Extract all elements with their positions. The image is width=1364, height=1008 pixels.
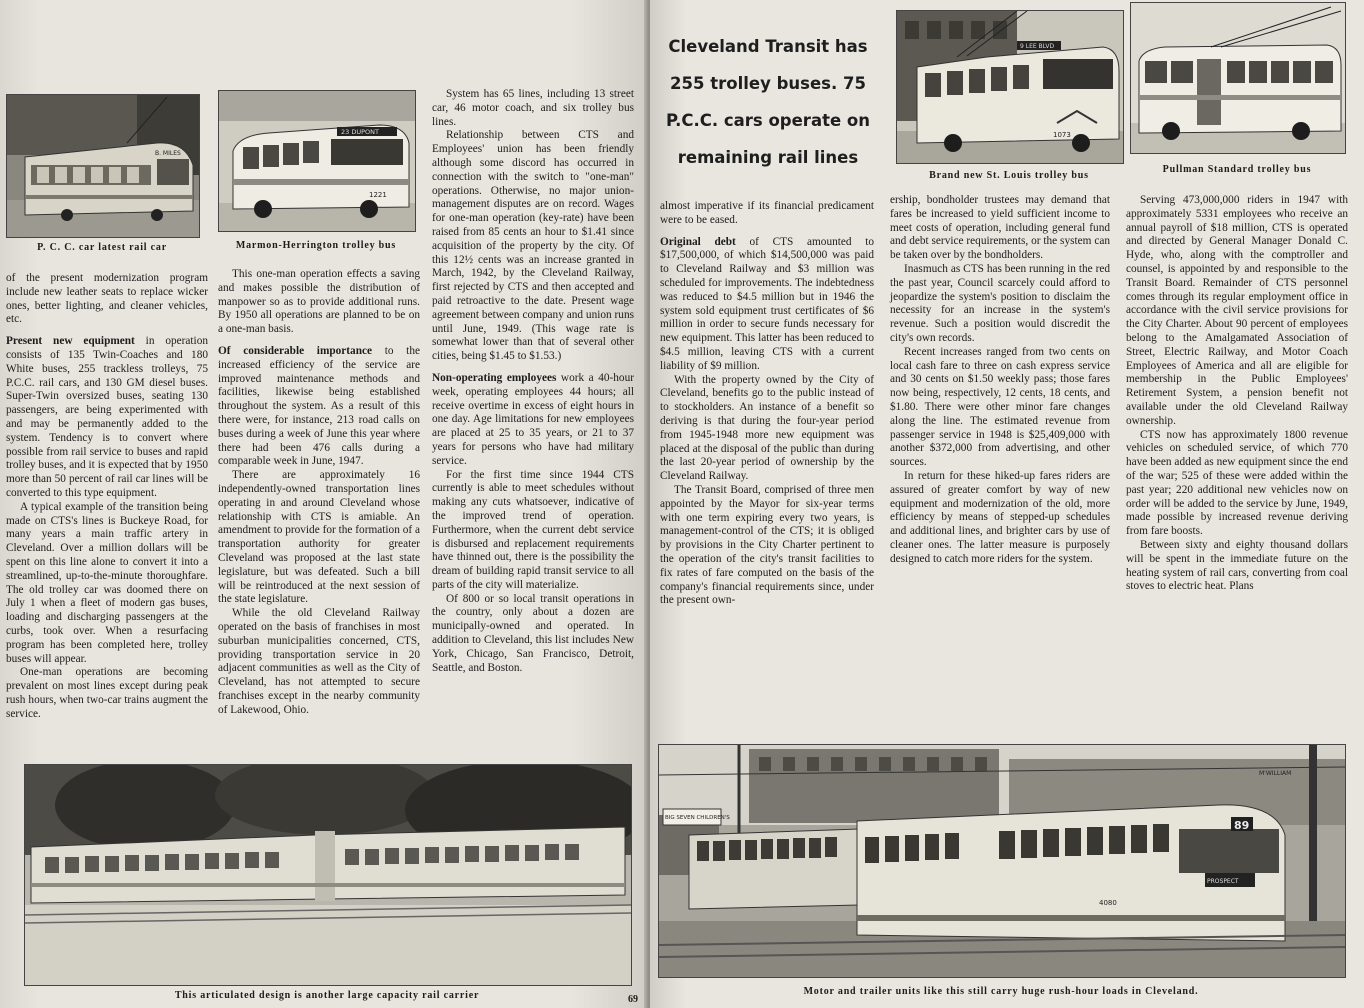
text-column-6 (1126, 194, 1348, 594)
motor-trailer-photo (658, 744, 1346, 978)
stlouis-number: 1073 (1053, 131, 1071, 139)
motor-route-number: 89 (1234, 819, 1250, 832)
motor-destination: PROSPECT (1207, 878, 1239, 885)
page-number: 69 (628, 994, 638, 1005)
col1-para-1: of the present modernization program include new leather seats to replace wicker ones, better lighting, and cleaner vehicles, etc. (6, 272, 208, 326)
building-sign: M'WILLIAM (1259, 770, 1292, 777)
col3-para-5: Of 800 or so local transit operations in the country, only about a dozen are municipally-owned and operated. In addition to Cleveland, this list includes New York, Chicago, San Francisco, Detroit, Seattle, and Boston. (432, 592, 634, 674)
col3-para-2: Relationship between CTS and Employees' union has been friendly although some discord has occurred in connection with the switch to "one-man" operations. Otherwise, no major union-management disputes are on record. Wages for one-man operation (key-rate) have been raised from 85 cents an hour to $1.41 since acquisition of the property by the city. Of this 12½ cents was an increase granted in March, 1942, by the Cleveland Railway, first rejected by CTS and then accepted and paid retroactive to the date. Present wage agreement between company and union runs until June, 1949. (This wage rate is somewhat lower than that of several other cities, being $1.45 to $1.53.) (432, 129, 634, 363)
col6-para-1: Serving 473,000,000 riders in 1947 with approximately 5331 employees who receive an annual payroll of $18 million, CTS is operated and directed by General Manager Donald C. Hyde, who, along with the comptroller and counsel, is appointed by and responsible to the Transit Board. Remainder of CTS personnel comes through its regular employment office in accordance with the civil service provisions for the City Charter. About 90 percent of employees belong to the Amalgamated Association of Street, Electric Railway, and Motor Coach Employees of America and all are eligible for membership in the Public Employees' Retirement System, a pension benefit not available under the old Cleveland Railway ownership. (1126, 194, 1348, 427)
col4-para-1: almost imperative if its financial predicament were to be eased. (660, 200, 874, 226)
headline (660, 28, 876, 176)
col1-lead-2: Present new equipment (6, 335, 135, 348)
left-page (0, 0, 648, 1008)
col5-para-1: ership, bondholder trustees may demand that fares be increased to yield sufficient income to meet costs of operation, including general fund and debt service requirements, or the system can be taken over by the bondholders. (890, 194, 1110, 262)
headline-line-3: P.C.C. cars operate on (666, 111, 870, 130)
marmon-caption: Marmon-Herrington trolley bus (235, 240, 397, 251)
col4-lead-2: Original debt (660, 235, 736, 248)
col3-para-3: work a 40-hour week, operating employees 44 hours; all receive overtime in excess of eight hours in one day. Age limitations for new employees are placed at 25 to 35 years, or 21 to 37 years for persons who have had military service. (432, 371, 634, 467)
articulated-car-photo (24, 764, 632, 986)
pullman-caption: Pullman Standard trolley bus (1162, 164, 1312, 175)
marmon-number: 1221 (369, 191, 387, 199)
col4-para-3: With the property owned by the City of Cleveland, benefits go to the public instead of to stockholders. An instance of a benefit so deriving is that during the four-year period from 1945-1948 more new equipment was placed at the disposal of the public than during the last 20-year period of ownership by the Cleveland Railway. (660, 373, 874, 483)
col5-para-2: Inasmuch as CTS has been running in the red the past year, Council scarcely could afford to jeopardize the system's position to disclaim the necessity for an increase in the system's revenue. Such a position would discredit the city's own records. (890, 262, 1110, 344)
col2-para-2: to the increased efficiency of the service are improved maintenance methods and facilities, likewise being established throughout the system. As a result of this there were, for instance, 213 road calls on buses during a week of June this year where there had been 476 calls during a comparable week in June, 1947. (218, 344, 420, 468)
col3-para-1: System has 65 lines, including 13 street car, 46 motor coach, and six trolley bus lines. (432, 88, 634, 128)
col4-para-4: The Transit Board, comprised of three men appointed by the Mayor for six-year terms with one term expiring every two years, is management-control of the CTS; it is obliged by provisions in the City Charter pertinent to the operation of the city's transit facilities to fix rates of fare computed on the basis of the company's financial requirements since, under the present own- (660, 483, 874, 607)
pcc-caption: P. C. C. car latest rail car (37, 242, 167, 253)
col3-para-4: For the first time since 1944 CTS currently is able to meet schedules without making any cuts whatsoever, indicative of the improved trend of operation. Furthermore, when the current debt service is disbursed and replacement requirements have thinned out, there is the possibility the dream of building rapid transit service to all parts of the city will materialize. (432, 468, 634, 591)
text-column-5 (890, 194, 1110, 567)
col2-para-1: This one-man operation effects a saving and makes possible the distribution of manpower so as to provide additional runs. By 1950 all operations are planned to be on a one-man basis. (218, 268, 420, 336)
headline-line-4: remaining rail lines (677, 148, 859, 167)
col2-para-3: There are approximately 16 independently-owned transportation lines operating in and around Cleveland whose relationship with CTS is amiable. An amendment to provide for the formation of a transportation authority for greater Cleveland was proposed at the last state legislature, but was defeated. Such a bill will be reintroduced at the next session of the state legislature. (218, 469, 420, 606)
col6-para-3: Between sixty and eighty thousand dollars will be spent in the immediate future on the heating system of rail cars, converting from coal stoves to electric heat. Plans (1126, 538, 1348, 593)
text-column-3 (432, 88, 634, 675)
motor-car-number: 4080 (1099, 899, 1117, 907)
articulated-caption: This articulated design is another large capacity rail carrier (174, 990, 480, 1001)
text-column-1 (6, 272, 208, 722)
stlouis-caption: Brand new St. Louis trolley bus (929, 170, 1089, 181)
stlouis-sign: 9 LEE BLVD (1020, 43, 1055, 50)
marmon-sign: 23 DUPONT (341, 128, 379, 136)
col3-lead-3: Non-operating employees (432, 371, 557, 384)
col1-para-2: in operation consists of 135 Twin-Coaches and 180 White buses, 255 trackless trolleys, 75 P.C.C. rail cars, and 130 GM diesel buses. Super-Twin oversized buses, seating 130 passengers, are being experimented with and may be permanently added to the system. Tendency is to convert where possible from rail service to buses and rapid trolley buses, and it is expected that by 1950 more than 50 percent of rail car lines will be converted to this type equipment. (6, 335, 208, 499)
col1-para-4: One-man operations are becoming prevalent on most lines except during peak rush hours, when two-car trains augment the service. (6, 666, 208, 720)
headline-line-1: Cleveland Transit has (668, 37, 868, 56)
pcc-sign: B. MILES (155, 150, 181, 157)
col6-para-2: CTS now has approximately 1800 revenue vehicles on scheduled service, of which 770 have been added as new equipment since the end of the war; 525 of these were added within the past year; 220 additional new vehicles now on order will be added to the service by June, 1949, made possible by increased revenue deriving from fare boosts. (1126, 428, 1348, 538)
col1-para-3: A typical example of the transition being made on CTS's lines is Buckeye Road, for many years a main traffic artery in Cleveland. Over a million dollars will be spent on this line alone to convert it into a streamlined, up-to-the-minute thoroughfare. The old trolley car was doomed there on July 1 when a fleet of modern gas buses, loading and discharging passengers at the curbs, took over. When a resurfacing program has been completed here, trolley buses will appear. (6, 500, 208, 665)
headline-line-2: 255 trolley buses. 75 (670, 74, 866, 93)
motor-trailer-caption: Motor and trailer units like this still carry huge rush-hour loads in Cleveland. (803, 986, 1199, 997)
pullman-trolley-photo (1130, 2, 1346, 154)
billboard-text: BIG SEVEN CHILDREN'S (665, 815, 730, 821)
text-column-2 (218, 268, 420, 718)
col2-lead-2: Of considerable importance (218, 344, 373, 357)
col5-para-4: In return for these hiked-up fares riders are assured of greater comfort by way of new equipment and modernization of the old, more efficiency by means of stepped-up schedules and additional lines, and brighter cars by use of cleaner ones. The latter measure is purposely designed to catch more riders for the system. (890, 469, 1110, 565)
text-column-4 (660, 200, 874, 608)
col5-para-3: Recent increases ranged from two cents on local cash fare to three on cash express service and 30 cents on $1.50 weekly pass; those fares now being, respectively, 12 cents, 18 cents, and $1.80. There were other minor fare changes along the line. The estimated revenue from passenger service in 1948 is $25,409,000 with another $372,000 from advertising, and other sources. (890, 345, 1110, 469)
pcc-car-photo (6, 94, 200, 238)
stlouis-trolley-photo (896, 10, 1124, 164)
col4-para-2: of CTS amounted to $17,500,000, of which $14,500,000 was paid to Cleveland Railway and $3 million was scheduled for improvements. The indebtedness was reduced to $4.5 million but in 1946 the system sold equipment trust certificates of $6 million in order to secure funds necessary for new equipment. This latter has been reduced to $4.5 million, leaving CTS with a current liability of $9 million. (660, 235, 875, 372)
col2-para-4: While the old Cleveland Railway operated on the basis of franchises in most suburban municipalities concerned, CTS, providing transportation service in 20 adjacent communities as well as the City of Cleveland, has not attempted to secure franchises except in the nearby community of Lakewood, Ohio. (218, 607, 420, 716)
marmon-trolley-photo (218, 90, 416, 232)
